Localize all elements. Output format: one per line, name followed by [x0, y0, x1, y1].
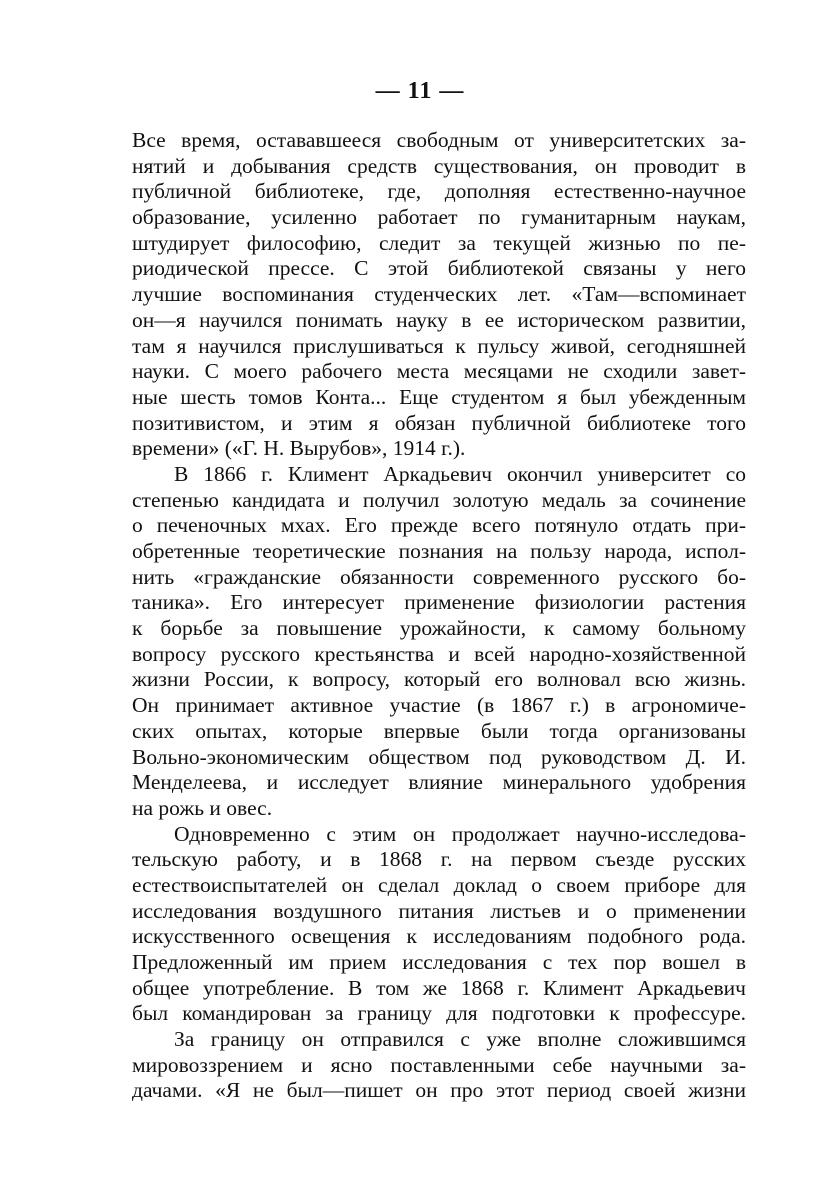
text-line: мировоззрением и ясно поставленными себе научными за- — [132, 1052, 746, 1077]
text-line: ских опытах, которые впервые были тогда организованы — [132, 718, 746, 743]
paragraph-3 — [132, 822, 746, 1028]
text-line: степенью кандидата и получил золотую медаль за сочинение — [132, 487, 746, 512]
text-line: ные шесть томов Конта... Еще студентом я был убежденным — [132, 384, 746, 409]
text-line: позитивистом, и этим я обязан публичной библиотеке того — [132, 410, 746, 435]
text-line: жизни России, к вопросу, который его волновал всю жизнь. — [132, 667, 746, 692]
text-line: вопросу русского крестьянства и всей народно-хозяйственной — [132, 641, 746, 666]
text-line: лучшие воспоминания студенческих лет. «Там—вспоминает — [132, 282, 746, 307]
paragraph-2 — [132, 462, 746, 822]
text-line: о печеночных мхах. Его прежде всего потянуло отдать при- — [132, 513, 746, 538]
text-line: Все время, остававшееся свободным от университетских за- — [132, 128, 746, 152]
text-line: образование, усиленно работает по гуманитарным наукам, — [132, 205, 746, 230]
text-line: дачами. «Я не был—пишет он про этот период своей жизни — [132, 1078, 746, 1103]
text-line: времени» («Г. Н. Вырубов», 1914 г.). — [132, 436, 466, 461]
text-line: Одновременно с этим он продолжает научно-исследова- — [174, 821, 746, 846]
text-line: нятий и добывания средств существования, он проводит в — [132, 153, 746, 178]
paragraph-4 — [132, 1027, 746, 1104]
text-line: риодической прессе. С этой библиотекой связаны у него — [132, 256, 746, 281]
text-line: Менделеева, и исследует влияние минерального удобрения — [132, 770, 746, 795]
text-line: Предложенный им прием исследования с тех пор вошел в — [132, 950, 746, 974]
text-line: искусственного освещения к исследованиям подобного рода. — [132, 924, 746, 949]
text-line: был командирован за границу для подготовки к профессуре. — [132, 1001, 746, 1026]
text-line: штудирует философию, следит за текущей жизнью по пе- — [132, 230, 746, 255]
text-line: В 1866 г. Климент Аркадьевич окончил университет со — [174, 461, 746, 486]
text-line: естествоиспытателей он сделал доклад о своем приборе для — [132, 872, 746, 897]
text-line: исследования воздушного питания листьев и о применении — [132, 898, 746, 923]
paragraph-1 — [132, 128, 746, 462]
text-line: общее употребление. В том же 1868 г. Климент Аркадьевич — [132, 975, 746, 1000]
text-line: Вольно-экономическим обществом под руководством Д. И. — [132, 744, 746, 769]
text-line: обретенные теоретические познания на пользу народа, испол- — [132, 539, 746, 563]
page-number: — 11 — — [375, 78, 465, 104]
text-line: он—я научился понимать науку в ее историческом развитии, — [132, 307, 746, 332]
text-line: таника». Его интересует применение физиологии растения — [132, 590, 746, 615]
text-line: на рожь и овес. — [132, 795, 273, 820]
text-line: тельскую работу, и в 1868 г. на первом съезде русских — [132, 847, 746, 872]
text-line: Он принимает активное участие (в 1867 г.) в агрономиче- — [132, 693, 746, 718]
text-line: нить «гражданские обязанности современного русского бо- — [132, 564, 746, 589]
text-line: к борьбе за повышение урожайности, к самому больному — [132, 616, 746, 641]
text-line: там я научился прислушиваться к пульсу живой, сегодняшней — [132, 333, 746, 358]
body-text — [132, 128, 746, 1104]
text-line: науки. С моего рабочего места месяцами не сходили завет- — [132, 359, 746, 384]
text-line: За границу он отправился с уже вполне сложившимся — [174, 1027, 746, 1052]
text-line: публичной библиотеке, где, дополняя естественно-научное — [132, 179, 746, 204]
